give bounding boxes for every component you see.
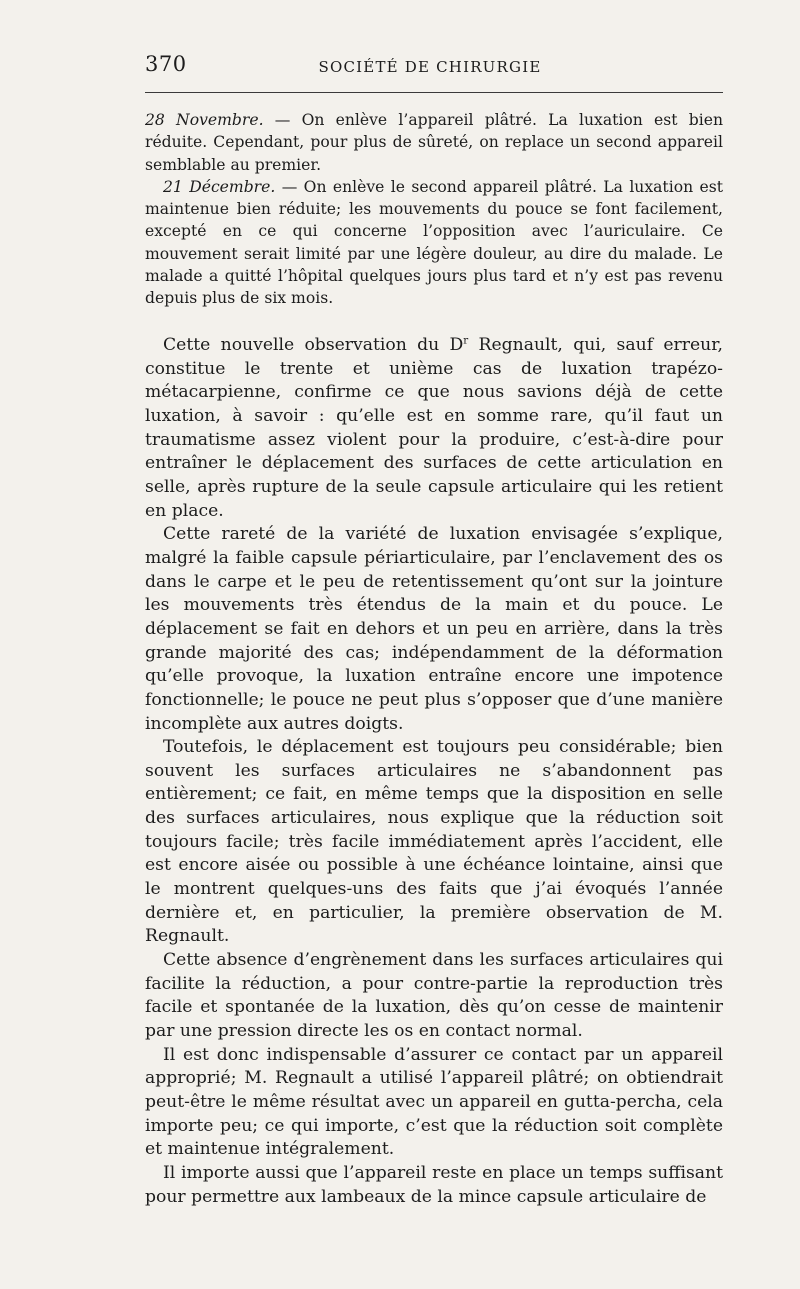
page-number: 370 xyxy=(145,52,187,76)
superscript: r xyxy=(463,334,469,347)
case-note-date: 21 Décembre. xyxy=(163,177,276,196)
case-note-date: 28 Novembre. xyxy=(145,111,264,129)
paragraph-text: Regnault, qui, sauf erreur, constitue le trente et unième cas de luxation trapézo-métacarpienne, confirme ce que nous savions déjà de cette luxation, à savoir : qu’elle est en somme rare, qu’il faut un traumatisme assez violent pour la produire, c’est-à-dire pour entraîner le déplacement des surfaces de cette articulation en selle, après rupture de la seule capsule articulaire qui les retient en place. xyxy=(145,335,723,521)
case-note-december xyxy=(145,176,723,310)
running-title: SOCIÉTÉ DE CHIRURGIE xyxy=(318,58,542,76)
paragraph-text: Cette nouvelle observation du D xyxy=(163,335,464,355)
paragraph: Toutefois, le déplacement est toujours peu considérable; bien souvent les surfaces articulaires ne s’abandonnent pas entièrement; ce fait, en même temps que la disposition en selle des surfaces articulaires, nous explique que la réduction soit toujours facile; très facile immédiatement après l’accident, elle est encore aisée ou possible à une échéance lointaine, ainsi que le montrent quelques-uns des faits que j’ai évoqués l’année dernière et, en particulier, la première observation de M. Regnault. xyxy=(145,737,723,947)
case-notes xyxy=(145,109,723,310)
paragraph: Cette rareté de la variété de luxation envisagée s’explique, malgré la faible capsule périarticulaire, par l’enclavement des os dans le carpe et le peu de retentissement qu’ont sur la jointure les mouvements très étendus de la main et du pouce. Le déplacement se fait en dehors et un peu en arrière, dans la très grande majorité des cas; indépendamment de la déformation qu’elle provoque, la luxation entraîne encore une impotence fonctionnelle; le pouce ne peut plus s’opposer que d’une manière incomplète aux autres doigts. xyxy=(145,524,723,734)
paragraph: Il est donc indispensable d’assurer ce contact par un appareil approprié; M. Regnault a utilisé l’appareil plâtré; on obtiendrait peut-être le même résultat avec un appareil en gutta-percha, cela importe peu; ce qui importe, c’est que la réduction soit complète et maintenue intégralement. xyxy=(145,1044,723,1160)
paragraph: Cette absence d’engrènement dans les surfaces articulaires qui facilite la réduction, a pour contre-partie la reproduction très facile et spontanée de la luxation, dès qu’on cesse de maintenir par une pression directe les os en contact normal. xyxy=(145,950,723,1042)
case-note-text: — On enlève l’appareil plâtré. La luxation est bien réduite. Cependant, pour plus de sûreté, on replace un second appareil semblable au premier. xyxy=(145,111,723,174)
body-text xyxy=(145,334,723,1209)
case-note-november xyxy=(145,109,723,176)
header-rule xyxy=(145,92,723,93)
paragraph xyxy=(145,334,723,523)
paragraph: Il importe aussi que l’appareil reste en place un temps suffisant pour permettre aux lambeaux de la mince capsule articulaire de xyxy=(145,1162,723,1207)
case-note-text: — On enlève le second appareil plâtré. La luxation est maintenue bien réduite; les mouvements du pouce se font facilement, excepté en ce qui concerne l’opposition avec l’auriculaire. Ce mouvement serait limité par une légère douleur, au dire du malade. Le malade a quitté l’hôpital quelques jours plus tard et n’y est pas revenu depuis plus de six mois. xyxy=(145,177,723,308)
